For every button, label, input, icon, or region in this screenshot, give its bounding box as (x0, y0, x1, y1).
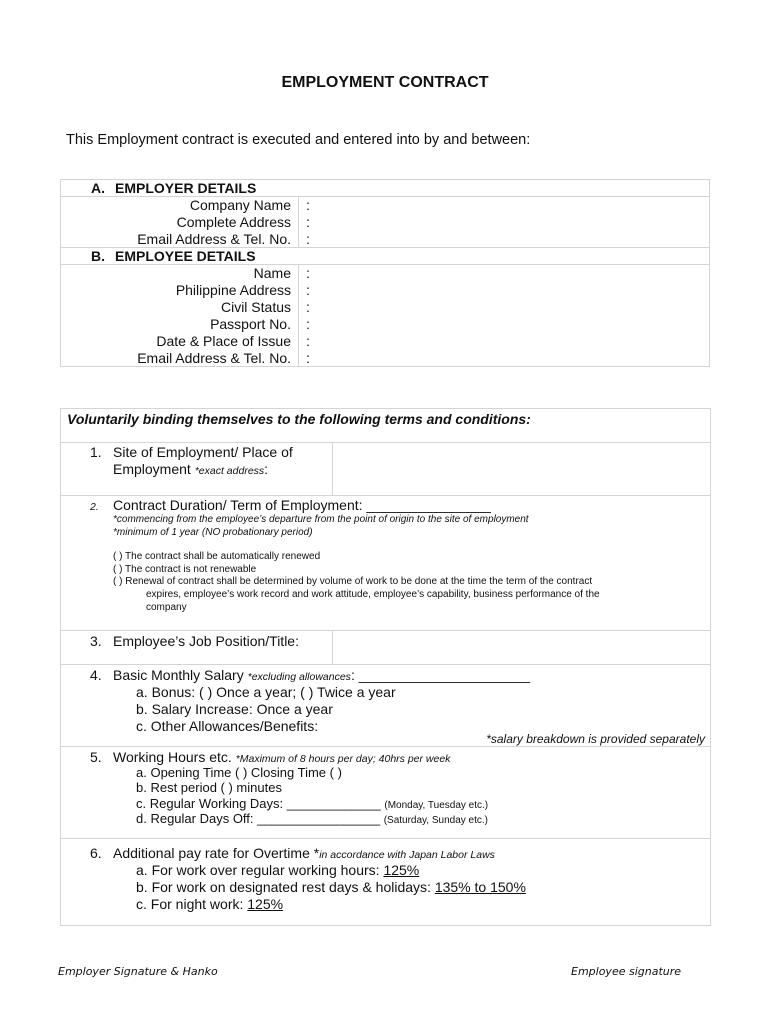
item3-number: 3. (90, 633, 102, 649)
item6-number: 6. (90, 845, 102, 861)
employer-email-tel-field[interactable]: : (306, 231, 310, 247)
parties-details-table (60, 179, 710, 367)
contract-duration-note-2: *minimum of 1 year (NO probationary period) (113, 527, 313, 538)
date-place-issue-label: Date & Place of Issue (156, 333, 291, 349)
employee-email-tel-field[interactable]: : (306, 350, 310, 366)
intro-text: This Employment contract is executed and entered into by and between: (66, 132, 531, 148)
rest-period-field[interactable]: b. Rest period ( ) minutes (136, 780, 282, 795)
complete-address-label: Complete Address (176, 214, 291, 230)
name-field[interactable]: : (306, 265, 310, 281)
item1-number: 1. (90, 444, 102, 460)
item4-number: 4. (90, 667, 102, 683)
option-renewal-text-cont1: expires, employee’s work record and work attitude, employee’s capability, business performance of the (146, 589, 600, 600)
terms-heading: Voluntarily binding themselves to the following terms and conditions: (67, 411, 531, 427)
employee-details-header: B. EMPLOYEE DETAILS (91, 248, 256, 264)
option-renewal-text-cont2: company (146, 602, 187, 613)
site-of-employment-field[interactable] (333, 443, 709, 494)
overtime-regular-hours: a. For work over regular working hours: 125% (136, 862, 420, 878)
site-of-employment-label-line2: Employment *exact address: (113, 461, 269, 477)
option-auto-renew-checkbox[interactable]: ( ) The contract shall be automatically renewed (113, 551, 321, 562)
overtime-rest-days: b. For work on designated rest days & holidays: 135% to 150% (136, 879, 526, 895)
job-position-label: Employee’s Job Position/Title: (113, 633, 299, 649)
terms-table (60, 408, 711, 926)
overtime-night-work: c. For night work: 125% (136, 896, 284, 912)
overtime-label: Additional pay rate for Overtime *in accordance with Japan Labor Laws (113, 845, 495, 861)
option-not-renewable-checkbox[interactable]: ( ) The contract is not renewable (113, 564, 257, 575)
contract-duration-field[interactable]: Contract Duration/ Term of Employment: ________________ (113, 497, 491, 513)
salary-increase-text: b. Salary Increase: Once a year (136, 701, 333, 717)
item5-number: 5. (90, 749, 102, 765)
opening-closing-time-field[interactable]: a. Opening Time ( ) Closing Time ( ) (136, 765, 342, 780)
allowances-label: c. Other Allowances/Benefits: (136, 718, 319, 734)
civil-status-label: Civil Status (220, 299, 291, 315)
basic-salary-field[interactable]: Basic Monthly Salary *excluding allowances: ______________________ (113, 667, 531, 683)
passport-no-label: Passport No. (210, 316, 291, 332)
employer-email-tel-label: Email Address & Tel. No. (137, 231, 291, 247)
name-label: Name (253, 265, 291, 281)
regular-days-off-field[interactable]: d. Regular Days Off: _________________ (Saturday, Sunday etc.) (136, 811, 488, 826)
option-renewal-by-volume-checkbox[interactable]: ( ) Renewal of contract shall be determined by volume of work to be done at the time the term of the contract (113, 576, 593, 587)
philippine-address-field[interactable]: : (306, 282, 310, 298)
company-name-label: Company Name (189, 197, 291, 213)
complete-address-field[interactable]: : (306, 214, 310, 230)
document-title: EMPLOYMENT CONTRACT (281, 74, 489, 91)
date-place-issue-field[interactable]: : (306, 333, 310, 349)
employer-details-header: A. EMPLOYER DETAILS (91, 180, 257, 196)
company-name-field[interactable]: : (306, 197, 310, 213)
salary-breakdown-note: *salary breakdown is provided separately (486, 732, 705, 746)
contract-duration-note-1: *commencing from the employee’s departure from the point of origin to the site of employment (113, 514, 529, 525)
regular-working-days-field[interactable]: c. Regular Working Days: _____________ (Monday, Tuesday etc.) (136, 796, 489, 811)
passport-no-field[interactable]: : (306, 316, 310, 332)
working-hours-label: Working Hours etc. *Maximum of 8 hours per day; 40hrs per week (113, 749, 451, 765)
bonus-options[interactable]: a. Bonus: ( ) Once a year; ( ) Twice a year (136, 684, 396, 700)
site-of-employment-label: Site of Employment/ Place of (113, 444, 293, 460)
civil-status-field[interactable]: : (306, 299, 310, 315)
philippine-address-label: Philippine Address (175, 282, 291, 298)
employee-signature-label: Employee signature (571, 965, 682, 978)
job-position-field[interactable] (333, 631, 709, 663)
item2-number: 2. (90, 501, 99, 513)
employee-email-tel-label: Email Address & Tel. No. (137, 350, 291, 366)
employer-signature-label: Employer Signature & Hanko (58, 965, 218, 978)
